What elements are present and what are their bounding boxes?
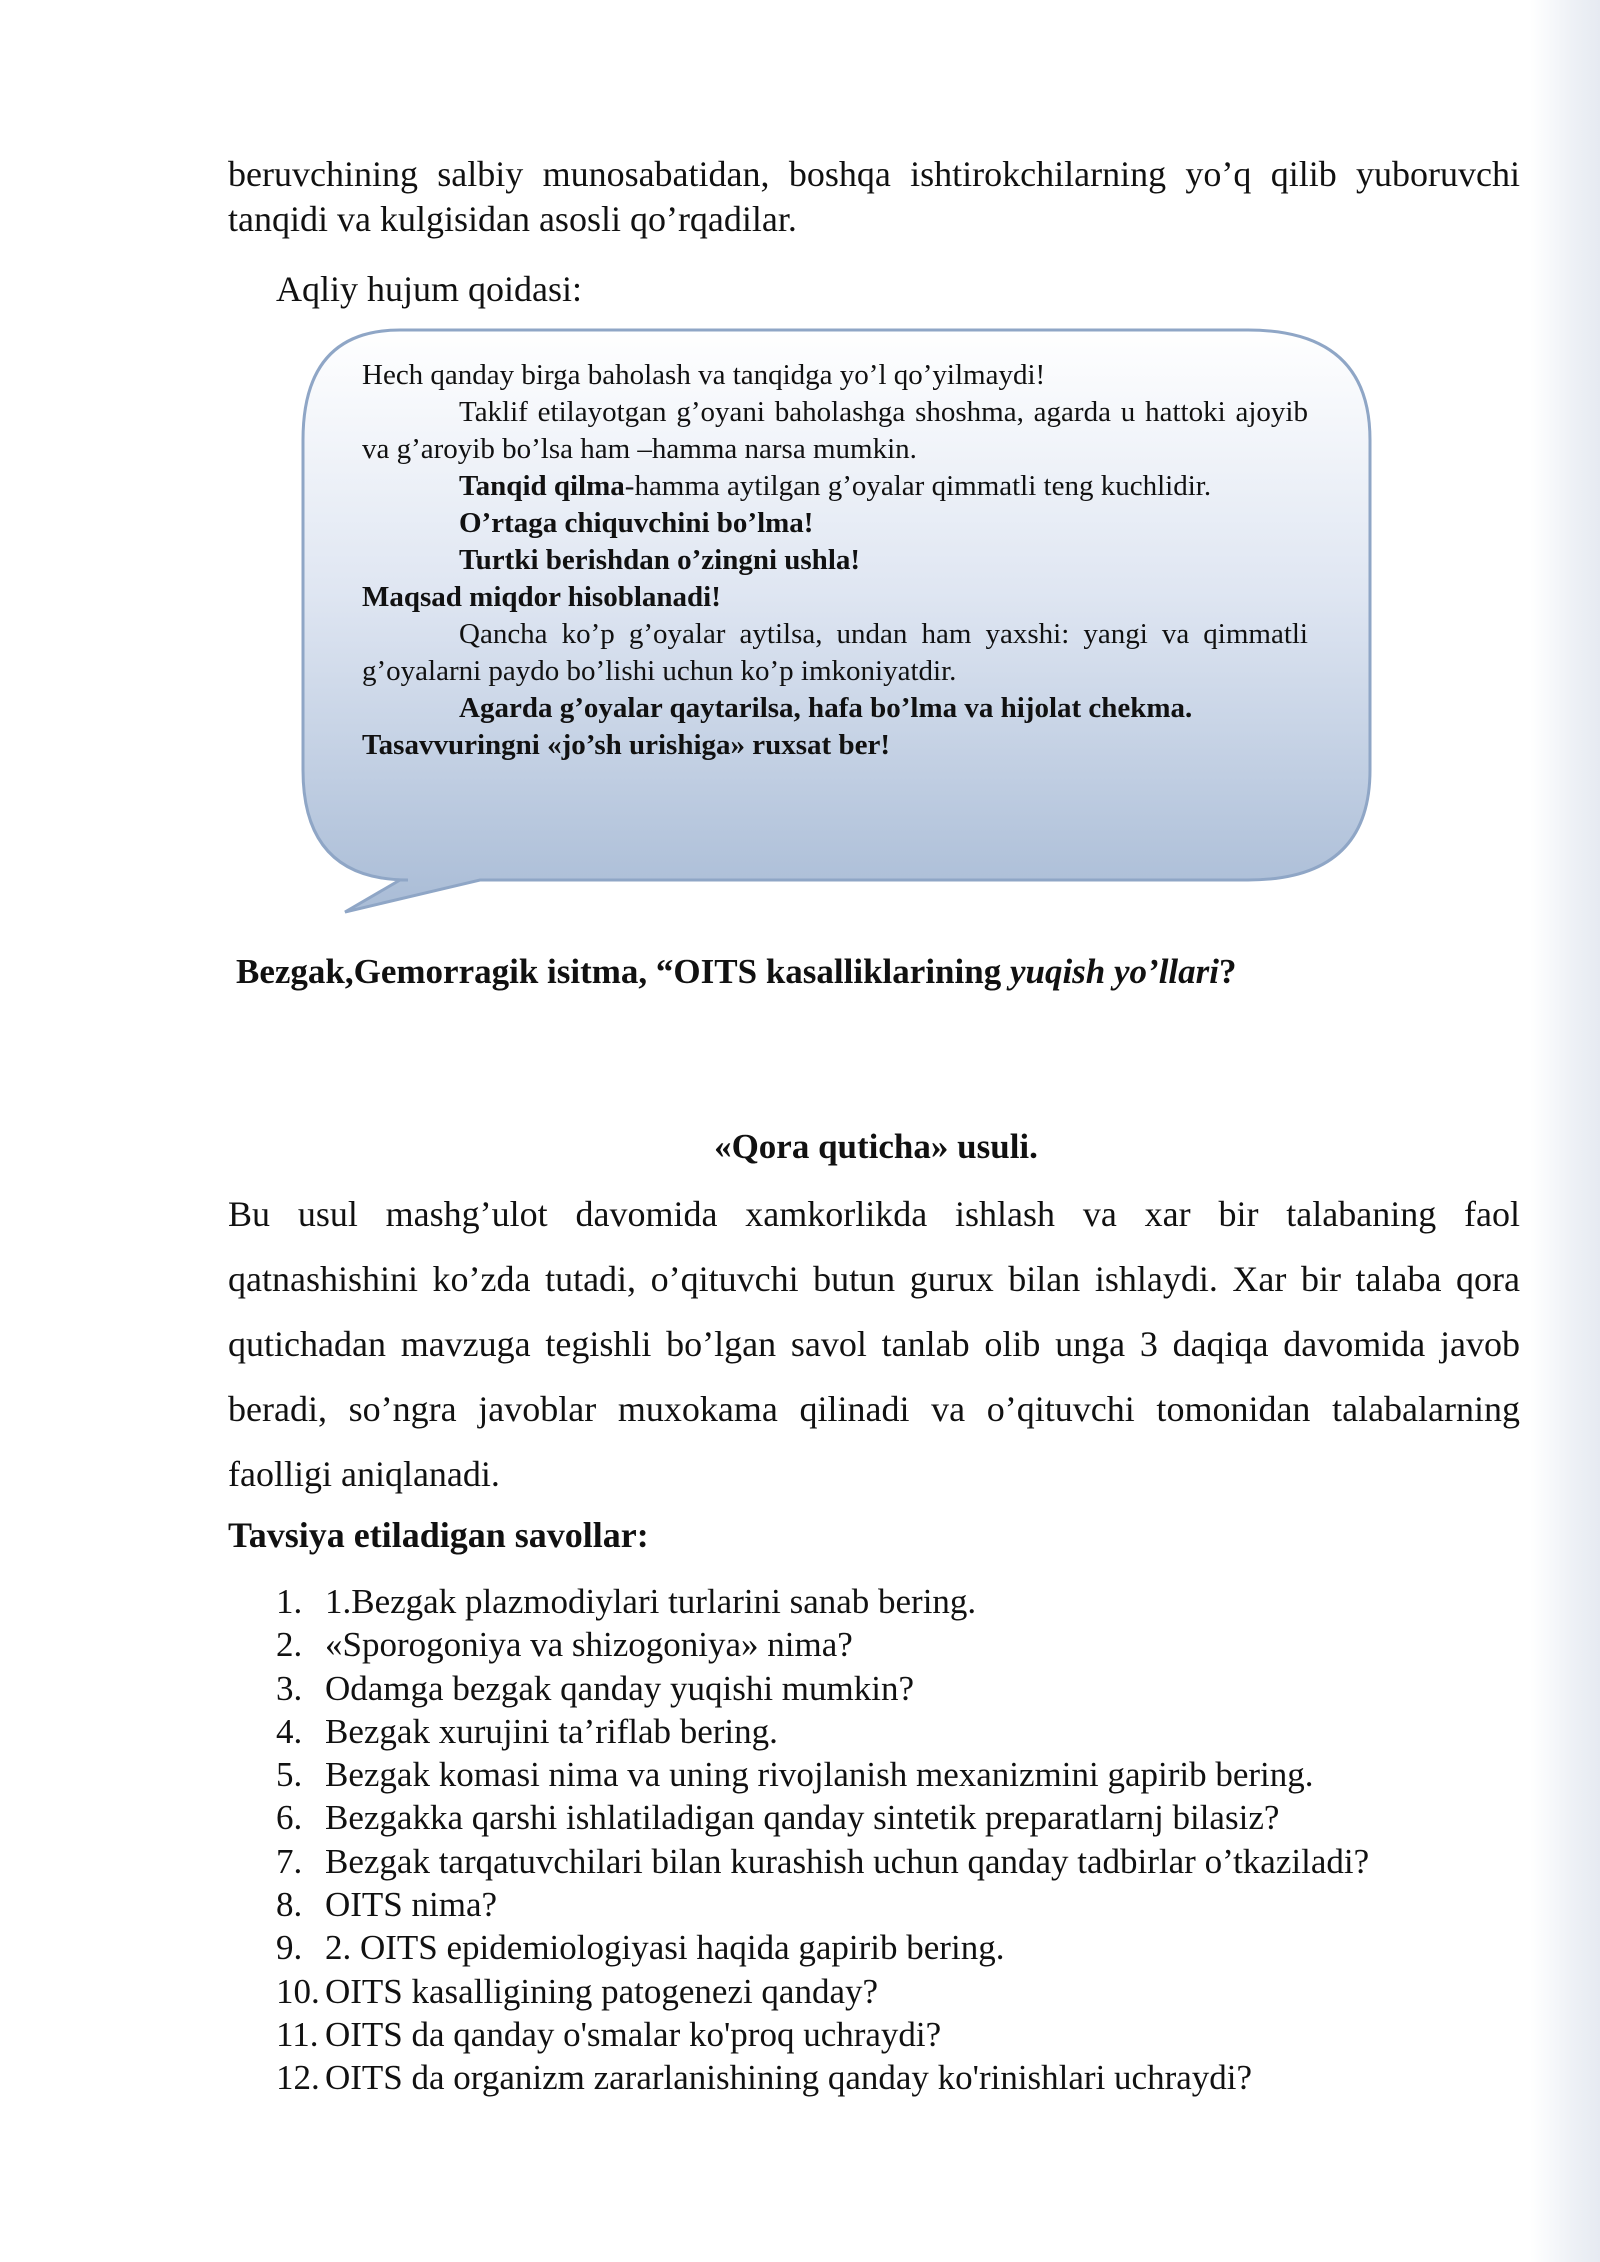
list-item-number: 9. [276, 1928, 303, 1968]
rule-line-5: Turtki berishdan o’zingni ushla! [459, 544, 861, 576]
question-heading-italic: yuqish yo’llari [1009, 952, 1219, 991]
method-paragraph: Bu usul mashg’ulot davomida xamkorlikda ishlash va xar bir talabaning faol qatnashishini ko’zda tutadi, o’qituvchi butun gurux bilan ishlaydi. Xar bir talaba qora qutichadan mavzuga tegishli bo’lgan savol tanlab olib unga 3 daqiqa davomida javob beradi, so’ngra javoblar muxokama qilinadi va o’qituvchi tomonidan talabalarning faolligi aniqlanadi. [228, 1194, 1520, 1494]
rule-line-9: Tasavvuringni «jo’sh urishiga» ruxsat ber! [362, 729, 890, 761]
list-item-number: 8. [276, 1885, 303, 1925]
list-item-text: Odamga bezgak qanday yuqishi mumkin? [325, 1668, 915, 1708]
list-item [276, 2056, 1369, 2099]
list-item-number: 11. [276, 2014, 319, 2054]
list-item-number: 3. [276, 1668, 303, 1708]
list-item-text: Bezgak tarqatuvchilari bilan kurashish uchun qanday tadbirlar o’tkaziladi? [325, 1841, 1370, 1881]
list-item-text: OITS nima? [325, 1885, 498, 1925]
list-item-text: 2. OITS epidemiologiyasi haqida gapirib bering. [325, 1928, 1005, 1968]
questions-list [276, 1580, 1369, 2100]
rule-line-3 [362, 468, 1308, 505]
list-item-number: 4. [276, 1711, 303, 1751]
list-item [276, 1667, 1369, 1710]
rule-line-4: O’rtaga chiquvchini bo’lma! [459, 507, 814, 539]
list-item-number: 10. [276, 1971, 320, 2011]
list-item [276, 1710, 1369, 1753]
list-item [276, 1796, 1369, 1839]
question-heading [236, 952, 1237, 992]
question-heading-end: ? [1219, 952, 1237, 991]
list-item-text: OITS da qanday o'smalar ko'proq uchraydi? [325, 2014, 942, 2054]
list-item-text: 1.Bezgak plazmodiylari turlarini sanab bering. [325, 1582, 977, 1621]
list-item-number: 7. [276, 1841, 303, 1881]
list-item-text: Bezgak xurujini ta’riflab bering. [325, 1711, 778, 1751]
list-item [276, 1623, 1369, 1666]
list-item-text: OITS da organizm zararlanishining qanday ko'rinishlari uchraydi? [325, 2058, 1253, 2098]
rule-line-8: Agarda g’oyalar qaytarilsa, hafa bo’lma va hijolat chekma. [459, 692, 1193, 724]
rule-title: Aqliy hujum qoidasi: [276, 269, 582, 309]
list-item [276, 1883, 1369, 1926]
section-title: «Qora quticha» usuli. [714, 1127, 1038, 1166]
rule-line-3-rest: -hamma aytilgan g’oyalar qimmatli teng kuchlidir. [624, 470, 1212, 502]
list-item-number: 2. [276, 1625, 303, 1665]
question-heading-text: Bezgak,Gemorragik isitma, “OITS kasalliklarining [236, 952, 1010, 991]
list-item-text: Bezgak komasi nima va uning rivojlanish mexanizmini gapirib bering. [325, 1755, 1314, 1795]
list-item-number: 1. [276, 1582, 303, 1621]
callout-rules [362, 357, 1308, 764]
list-item-number: 5. [276, 1755, 303, 1795]
list-item-number: 6. [276, 1798, 303, 1838]
list-item [276, 1580, 1369, 1623]
list-item-text: OITS kasalligining patogenezi qanday? [325, 1971, 879, 2011]
list-item-text: Bezgakka qarshi ishlatiladigan qanday sintetik preparatlarnj bilasiz? [325, 1798, 1280, 1838]
list-item-text: «Sporogoniya va shizogoniya» nima? [325, 1625, 853, 1665]
list-item [276, 2013, 1369, 2056]
rule-line-2: Taklif etilayotgan g’oyani baholashga shoshma, agarda u hattoki ajoyib va g’aroyib bo’lsa ham –hamma narsa mumkin. [362, 396, 1308, 465]
intro-paragraph: beruvchining salbiy munosabatidan, boshqa ishtirokchilarning yo’q qilib yuboruvchi tanqidi va kulgisidan asosli qo’rqadilar. [228, 154, 1520, 239]
rule-line-3-bold: Tanqid qilma [459, 470, 625, 502]
rule-line-7: Qancha ko’p g’oyalar aytilsa, undan ham yaxshi: yangi va qimmatli g’oyalarni paydo bo’lishi uchun ko’p imkoniyatdir. [362, 618, 1308, 687]
rule-line-1: Hech qanday birga baholash va tanqidga yo’l qo’yilmaydi! [362, 359, 1046, 391]
questions-heading: Tavsiya etiladigan savollar: [228, 1515, 649, 1555]
list-item [276, 1970, 1369, 2013]
list-item [276, 1926, 1369, 1969]
list-item-number: 12. [276, 2058, 320, 2098]
list-item [276, 1840, 1369, 1883]
list-item [276, 1753, 1369, 1796]
rule-line-6: Maqsad miqdor hisoblanadi! [362, 581, 721, 613]
